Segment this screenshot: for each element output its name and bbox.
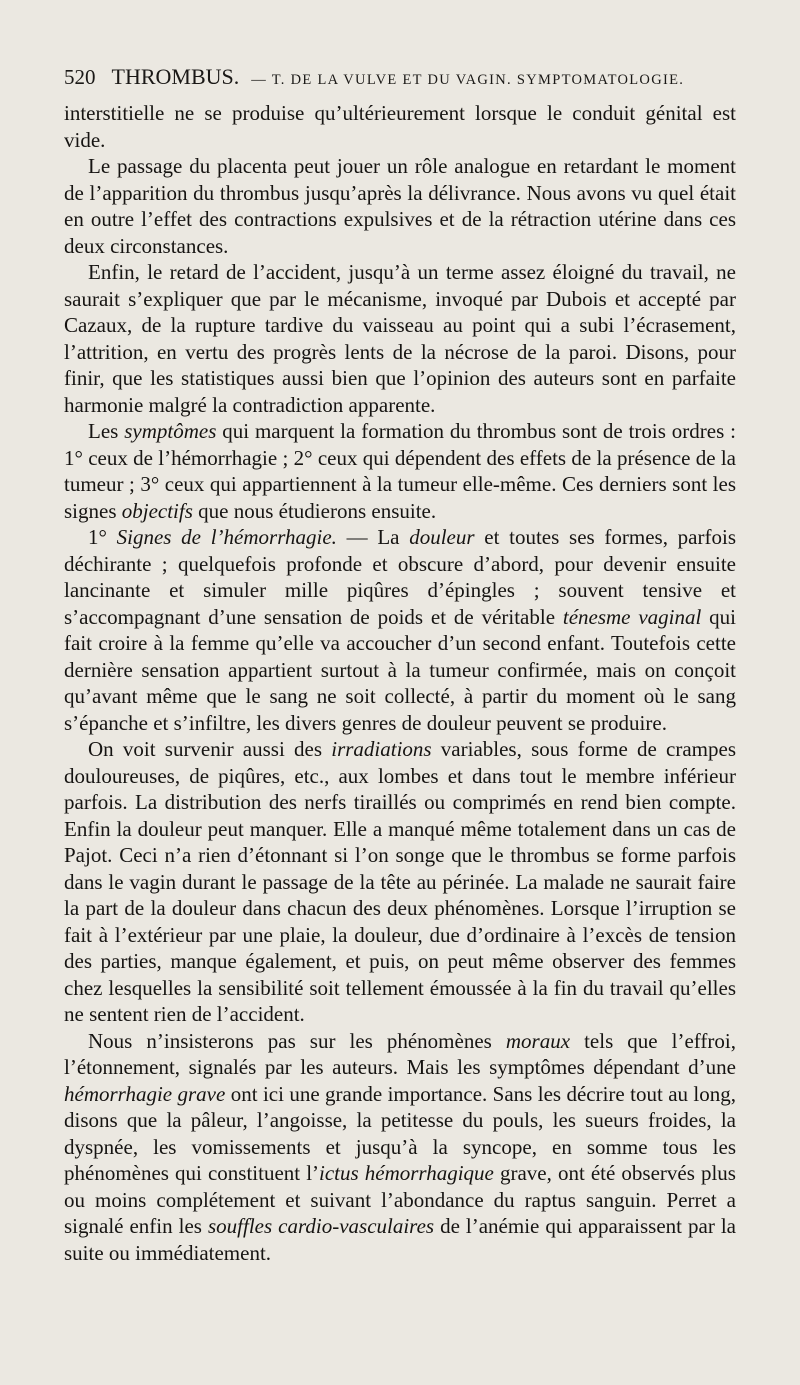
italic-run: Signes de l’hémorrhagie. [116,525,337,549]
italic-run: ténesme vaginal [562,604,702,629]
paragraph-6 [64,736,736,1028]
text-run: Le passage du placenta peut jouer un rôle analogue en retardant le moment de l’apparition du thrombus jusqu’après la délivrance. Nous avons vu quel était en outre l’effet des contractions expulsives et de la rétraction utérine dans ces deux circonstances. [64,154,736,258]
italic-run: ictus hémorrhagique [319,1161,494,1185]
running-header [64,64,730,94]
paragraph-1 [64,100,736,153]
text-run: 1° [88,525,117,549]
running-title: THROMBUS. [111,64,240,89]
paragraph-3 [64,259,736,418]
text-run: Nous n’insisterons pas sur les phénomènes [88,1028,506,1053]
italic-run: symptômes [124,419,217,443]
text-run: — La [336,525,410,549]
running-subtitle: — T. DE LA VULVE ET DU VAGIN. SYMPTOMATOLOGIE. [251,72,685,88]
text-run: de l’anémie qui apparaissent par la suite ou immédiatement. [64,1214,736,1265]
italic-run: moraux [505,1028,571,1053]
text-run: Les [88,419,125,443]
paragraph-2 [64,153,736,259]
text-run: Enfin, le retard de l’accident, jusqu’à un terme assez éloigné du travail, ne saurait s’expliquer que par le mécanisme, invoqué par Dubois et accepté par Cazaux, de la rupture tardive du vaisseau au point qui a subi l’écrasement, l’attrition, en vertu des progrès lents de la nécrose de la paroi. Disons, pour finir, que les statistiques aussi bien que l’opinion des auteurs sont en parfaite harmonie malgré la contradiction apparente. [64,260,736,417]
italic-run: douleur [409,525,475,549]
italic-run: hémorrhagie grave [64,1081,226,1106]
italic-run: irradiations [331,737,432,761]
text-run: tels que l’effroi, l’étonnement, signalés par les auteurs. Mais les symptômes dépendant d’une [64,1028,736,1079]
text-run: grave, ont été observés plus ou moins complétement et suivant l’abondance du raptus sanguin. Perret a signalé enfin les [64,1161,736,1238]
text-run: et toutes ses formes, parfois déchirante ; quelquefois profonde et obscure d’abord, pour devenir ensuite lancinante et simuler mille piqûres d’épingles ; souvent tensive et s’accompagnant d’une sensation de poids et de véritable [64,525,736,629]
paragraph-5 [64,524,736,736]
text-run: qui marquent la formation du thrombus sont de trois ordres : 1° ceux de l’hémorrhagie ; 2° ceux qui dépendent des effets de la présence de la tumeur ; 3° ceux qui appartiennent à la tumeur elle-même. Ces derniers sont les signes [64,419,737,523]
italic-run: objectifs [121,498,193,523]
body-text [64,100,736,1266]
text-run: interstitielle ne se produise qu’ultérieurement lorsque le conduit génital est vide. [64,101,736,152]
italic-run: souffles cardio-vasculaires [207,1214,435,1238]
text-run: qui fait croire à la femme qu’elle va accoucher d’un second enfant. Toutefois cette dernière sensation appartient surtout à la tumeur confirmée, mais on conçoit qu’avant même que le sang ne soit collecté, à partir du moment où le sang s’épanche et s’infiltre, les divers genres de douleur peuvent se produire. [64,604,736,735]
paragraph-4 [64,418,736,524]
text-run: On voit survenir aussi des [88,737,332,761]
page-number: 520 [64,65,96,89]
text-run: que nous étudierons ensuite. [192,498,437,523]
text-run: variables, sous forme de crampes douloureuses, de piqûres, etc., aux lombes et dans tout le membre inférieur parfois. La distribution des nerfs tiraillés ou comprimés en rend bien compte. Enfin la douleur peut manquer. Elle a manqué même totalement dans un cas de Pajot. Ceci n’a rien d’étonnant si l’on songe que le thrombus se forme parfois dans le vagin durant le passage de la tête au périnée. La malade ne saurait faire la part de la douleur dans chacun des deux phénomènes. Lorsque l’irruption se fait à l’extérieur par une plaie, la douleur, due d’ordinaire à l’excès de tension des parties, manque également, et puis, on peut même observer des femmes chez lesquelles la sensibilité soit tellement émoussée à la fin du travail qu’elles ne sentent rien de l’accident. [64,737,736,1026]
paragraph-7 [64,1028,736,1267]
text-run: ont ici une grande importance. Sans les décrire tout au long, disons que la pâleur, l’angoisse, la petitesse du pouls, les sueurs froides, la dyspnée, les vomissements et jusqu’à la syncope, en somme tous les phénomènes qui constituent l’ [64,1081,736,1185]
